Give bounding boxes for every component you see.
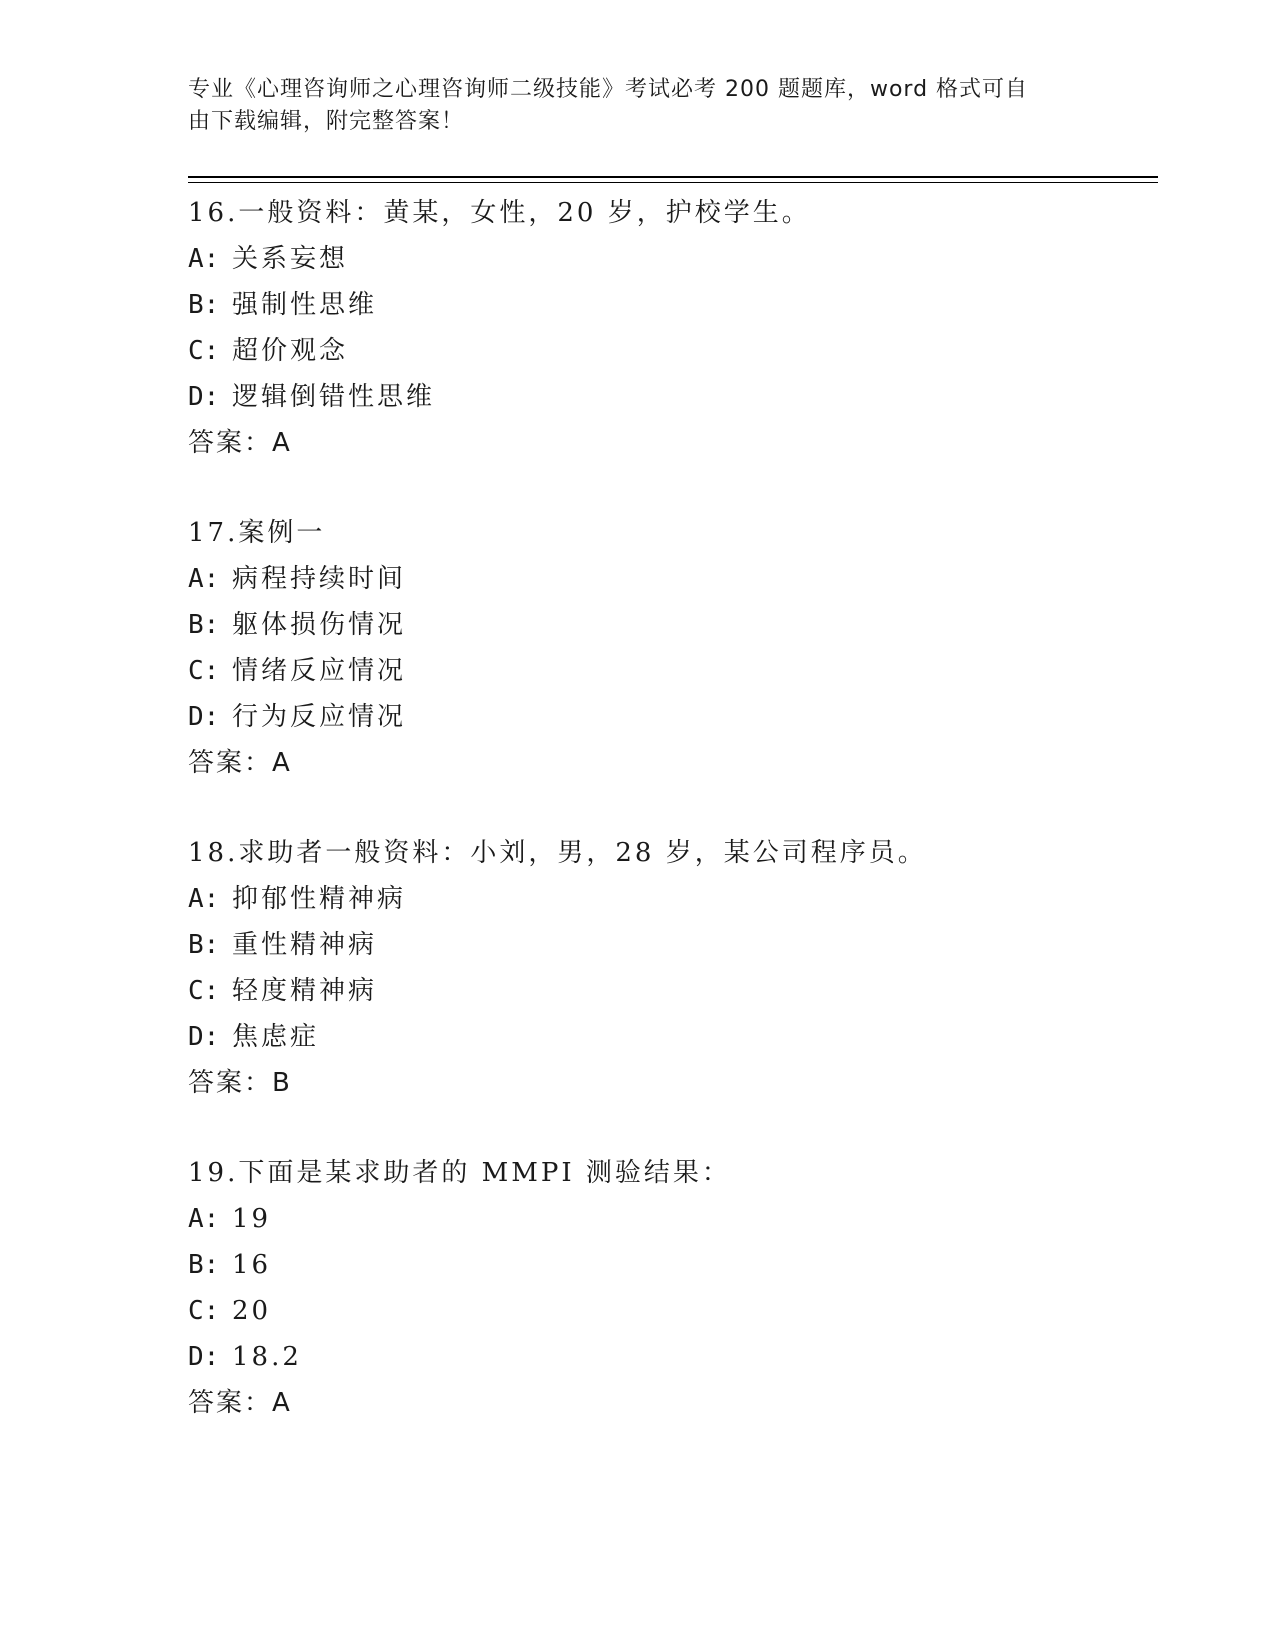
option-label: B:	[188, 290, 220, 320]
option-label: B:	[188, 930, 220, 960]
option-b	[188, 922, 1158, 968]
option-text: 焦虑症	[232, 1022, 320, 1052]
answer-line: 答案：B	[188, 1068, 292, 1098]
option-text: 抑郁性精神病	[232, 884, 407, 914]
option-label: D:	[188, 1342, 220, 1372]
option-label: D:	[188, 702, 220, 732]
option-c	[188, 968, 1158, 1014]
option-c	[188, 1288, 1158, 1334]
option-label: D:	[188, 1022, 220, 1052]
answer-line: 答案：A	[188, 428, 292, 458]
option-label: A:	[188, 1204, 220, 1234]
option-text: 行为反应情况	[232, 702, 407, 732]
option-b	[188, 282, 1158, 328]
question-stem: 16.一般资料：黄某，女性，20 岁，护校学生。	[188, 198, 811, 228]
option-text: 关系妄想	[232, 244, 349, 274]
question-stem: 18.求助者一般资料：小刘，男，28 岁，某公司程序员。	[188, 838, 927, 868]
option-text: 18.2	[232, 1342, 302, 1372]
question-list	[188, 190, 1158, 1470]
option-label: C:	[188, 1296, 220, 1326]
option-d	[188, 1014, 1158, 1060]
option-a	[188, 876, 1158, 922]
question-18	[188, 830, 1158, 1106]
option-b	[188, 602, 1158, 648]
option-label: D:	[188, 382, 220, 412]
question-16	[188, 190, 1158, 466]
option-label: C:	[188, 336, 220, 366]
option-label: B:	[188, 610, 220, 640]
option-d	[188, 374, 1158, 420]
option-label: A:	[188, 564, 220, 594]
option-text: 16	[232, 1250, 272, 1280]
option-text: 重性精神病	[232, 930, 378, 960]
header-divider-thick	[188, 176, 1158, 178]
option-label: A:	[188, 884, 220, 914]
option-d	[188, 1334, 1158, 1380]
option-text: 强制性思维	[232, 290, 378, 320]
option-d	[188, 694, 1158, 740]
question-19	[188, 1150, 1158, 1426]
header-line-2: 由下载编辑，附完整答案！	[188, 109, 465, 134]
question-stem: 17.案例一	[188, 518, 326, 548]
question-17	[188, 510, 1158, 786]
option-text: 情绪反应情况	[232, 656, 407, 686]
option-label: B:	[188, 1250, 220, 1280]
option-label: C:	[188, 656, 220, 686]
document-header	[188, 74, 1068, 138]
answer-line: 答案：A	[188, 1388, 292, 1418]
option-b	[188, 1242, 1158, 1288]
option-c	[188, 328, 1158, 374]
header-divider-thin	[188, 182, 1158, 183]
option-text: 轻度精神病	[232, 976, 378, 1006]
option-a	[188, 556, 1158, 602]
header-line-1: 专业《心理咨询师之心理咨询师二级技能》考试必考 200 题题库，word 格式可自	[188, 77, 1029, 102]
option-text: 超价观念	[232, 336, 349, 366]
option-label: A:	[188, 244, 220, 274]
option-text: 病程持续时间	[232, 564, 407, 594]
option-label: C:	[188, 976, 220, 1006]
option-text: 躯体损伤情况	[232, 610, 407, 640]
option-a	[188, 1196, 1158, 1242]
option-text: 19	[232, 1204, 272, 1234]
answer-line: 答案：A	[188, 748, 292, 778]
question-stem: 19.下面是某求助者的 MMPI 测验结果：	[188, 1158, 731, 1188]
option-text: 20	[232, 1296, 272, 1326]
option-a	[188, 236, 1158, 282]
option-text: 逻辑倒错性思维	[232, 382, 436, 412]
option-c	[188, 648, 1158, 694]
